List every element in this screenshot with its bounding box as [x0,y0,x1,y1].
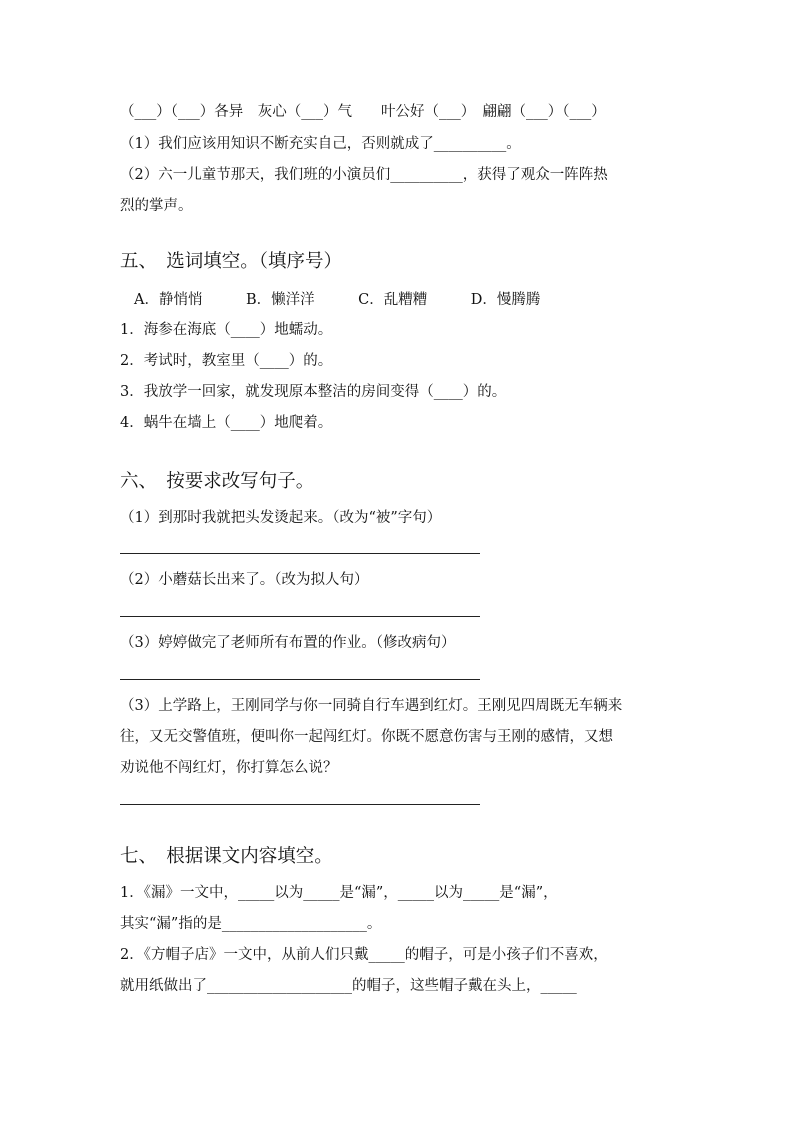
section-6-item-3: （3）婷婷做完了老师所有布置的作业。（修改病句） [120,635,456,651]
section-6-title: 六、 按要求改写句子。 [120,471,315,492]
answer-line-1 [120,553,480,554]
section-5-item-3: 3．我放学一回家，就发现原本整洁的房间变得（____）的。 [120,384,507,400]
section-5-item-1: 1．海参在海底（____）地蠕动。 [120,322,333,338]
section-6-scenario-line-1: （3）上学路上，王刚同学与你一同骑自行车遇到红灯。王刚见四周既无车辆来 [120,698,623,714]
idiom-blanks-line: （___）（___）各异 灰心（___）气 叶公好（___） 翩翩（___）（___） [120,104,606,120]
section-7-line-1: 1．《漏》一文中，_____以为_____是“漏”，_____以为_____是“漏”， [120,885,558,901]
section-7-line-4: 就用纸做出了____________________的帽子，这些帽子戴在头上，_____ [120,978,577,994]
section-5-item-4: 4．蜗牛在墙上（____）地爬着。 [120,415,333,431]
q4-sentence-2-cont: 烈的掌声。 [120,198,193,214]
answer-line-3 [120,679,480,680]
q4-sentence-2: （2）六一儿童节那天，我们班的小演员们__________，获得了观众一阵阵热 [120,167,608,183]
section-7-line-2: 其实“漏”指的是____________________。 [120,916,382,932]
section-6-scenario-line-2: 往，又无交警值班，便叫你一起闯红灯。你既不愿意伤害与王刚的感情，又想 [120,729,613,745]
q4-sentence-1: （1）我们应该用知识不断充实自己，否则就成了__________。 [120,136,521,152]
answer-line-4 [120,804,480,805]
section-7-line-3: 2．《方帽子店》一文中，从前人们只戴_____的帽子，可是小孩子们不喜欢， [120,947,608,963]
section-6-item-2: （2）小蘑菇长出来了。（改为拟人句） [120,572,369,588]
section-6-scenario-line-3: 劝说他不闯红灯，你打算怎么说？ [120,760,338,776]
section-7-title: 七、 根据课文内容填空。 [120,846,333,867]
section-6-item-1: （1）到那时我就把头发烫起来。（改为“被”字句） [120,510,442,526]
section-5-item-2: 2．考试时，教室里（____）的。 [120,353,333,369]
section-5-options: A．静悄悄 B．懒洋洋 C．乱糟糟 D．慢腾腾 [134,292,541,308]
answer-line-2 [120,616,480,617]
section-5-title: 五、 选词填空。（填序号） [120,251,343,272]
